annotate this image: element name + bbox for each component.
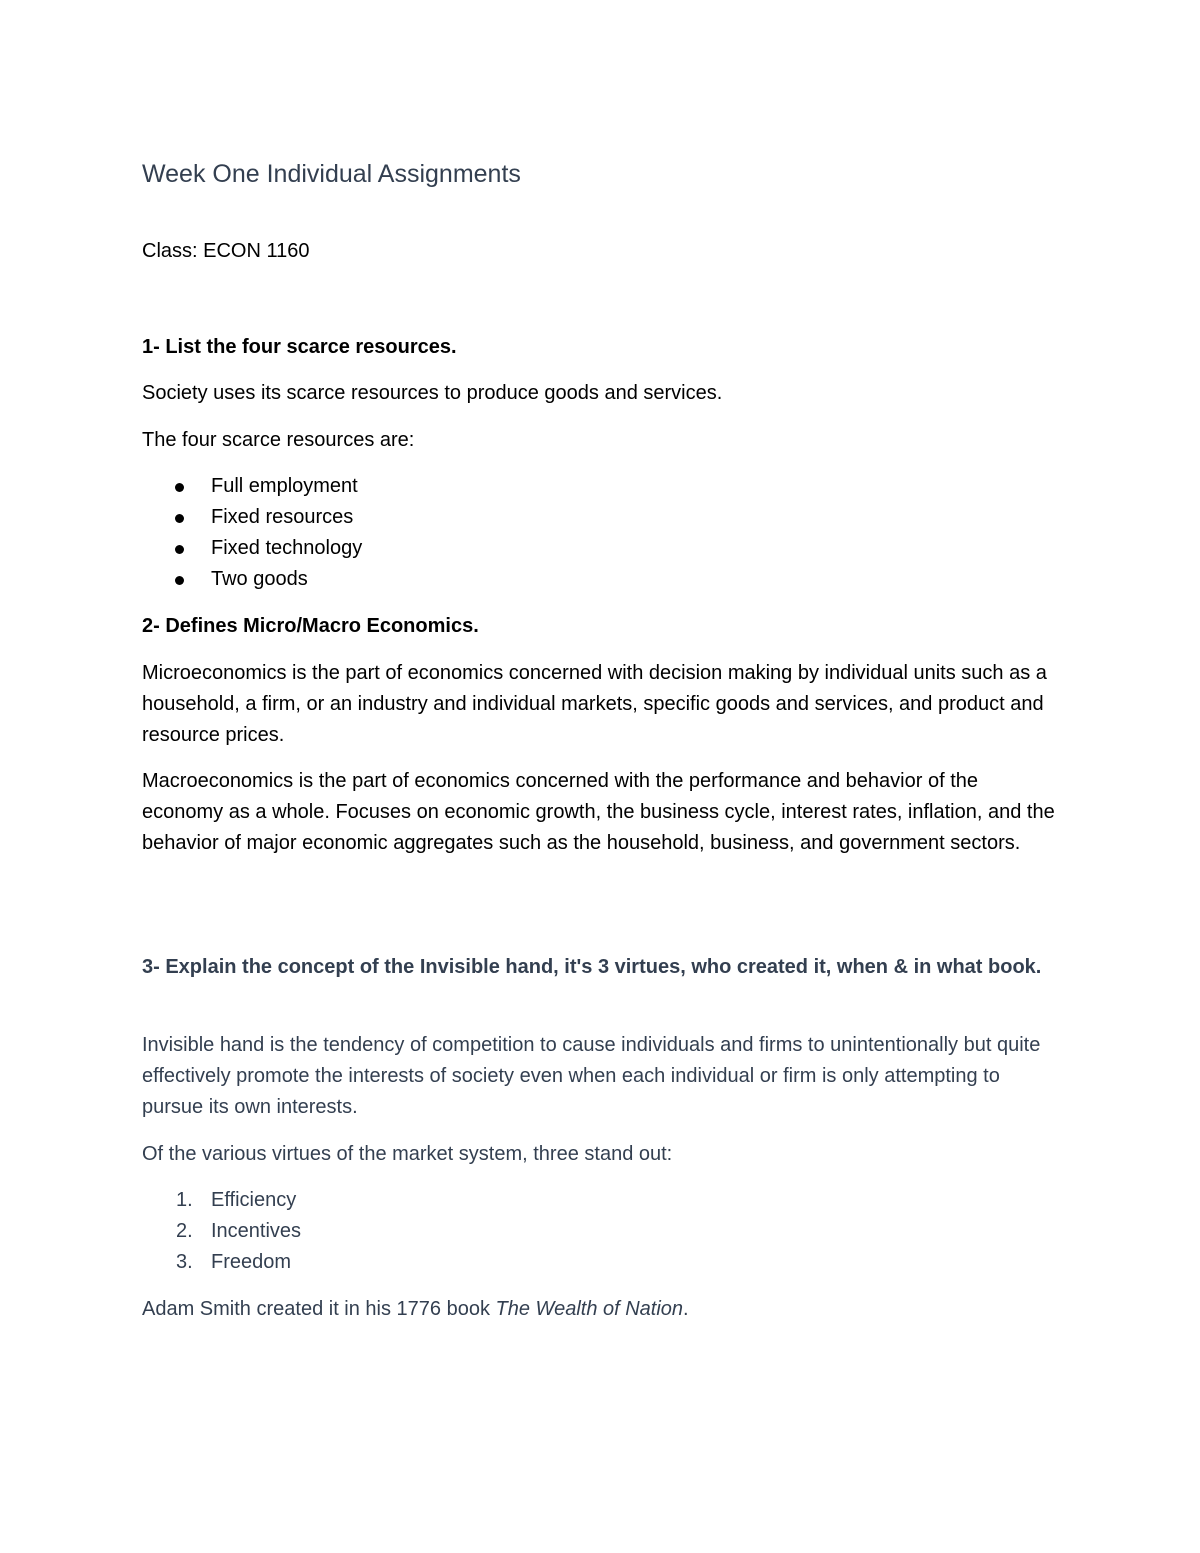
- q2-micro-paragraph: Microeconomics is the part of economics concerned with decision making by individual units such as a household, a firm, or an industry and individual markets, specific goods and services, and product and resource prices.: [142, 662, 1047, 746]
- list-number: 1.: [176, 1189, 193, 1211]
- q3-heading: 3- Explain the concept of the Invisible hand, it's 3 virtues, who created it, when & in what book.: [142, 956, 1042, 978]
- list-item: 3. Freedom: [142, 1247, 1062, 1278]
- class-line: Class: ECON 1160: [142, 240, 310, 262]
- q2-macro-paragraph: Macroeconomics is the part of economics concerned with the performance and behavior of the economy as a whole. Focuses on economic growth, the business cycle, interest rates, inflation, and the behavior of major economic aggregates such as the household, business, and government sectors.: [142, 770, 1055, 854]
- q2-heading: 2- Defines Micro/Macro Economics.: [142, 615, 479, 637]
- scarce-resources-list: [142, 471, 1062, 595]
- list-item: Fixed technology: [142, 533, 1062, 564]
- q1-heading: 1- List the four scarce resources.: [142, 336, 457, 358]
- bullet-icon: [175, 576, 184, 585]
- list-number: 3.: [176, 1251, 193, 1273]
- book-title: The Wealth of Nation: [495, 1298, 684, 1320]
- q3-paragraph-1: Invisible hand is the tendency of competition to cause individuals and firms to unintentionally but quite effectively promote the interests of society even when each individual or firm is only attempting to pursue its own interests.: [142, 1034, 1041, 1118]
- list-number: 2.: [176, 1220, 193, 1242]
- q3-paragraph-2: Of the various virtues of the market system, three stand out:: [142, 1143, 673, 1165]
- q1-paragraph-2: The four scarce resources are:: [142, 429, 415, 451]
- bullet-icon: [175, 483, 184, 492]
- list-item: 1. Efficiency: [142, 1185, 1062, 1216]
- document-title: Week One Individual Assignments: [142, 160, 521, 188]
- bullet-icon: [175, 514, 184, 523]
- list-item: Full employment: [142, 471, 1062, 502]
- q1-paragraph-1: Society uses its scarce resources to produce goods and services.: [142, 382, 723, 404]
- virtues-list: [142, 1185, 1062, 1278]
- list-item: Two goods: [142, 564, 1062, 595]
- list-item: Fixed resources: [142, 502, 1062, 533]
- list-item: 2. Incentives: [142, 1216, 1062, 1247]
- q3-closing: Adam Smith created it in his 1776 book The Wealth of Nation.: [142, 1298, 689, 1320]
- bullet-icon: [175, 545, 184, 554]
